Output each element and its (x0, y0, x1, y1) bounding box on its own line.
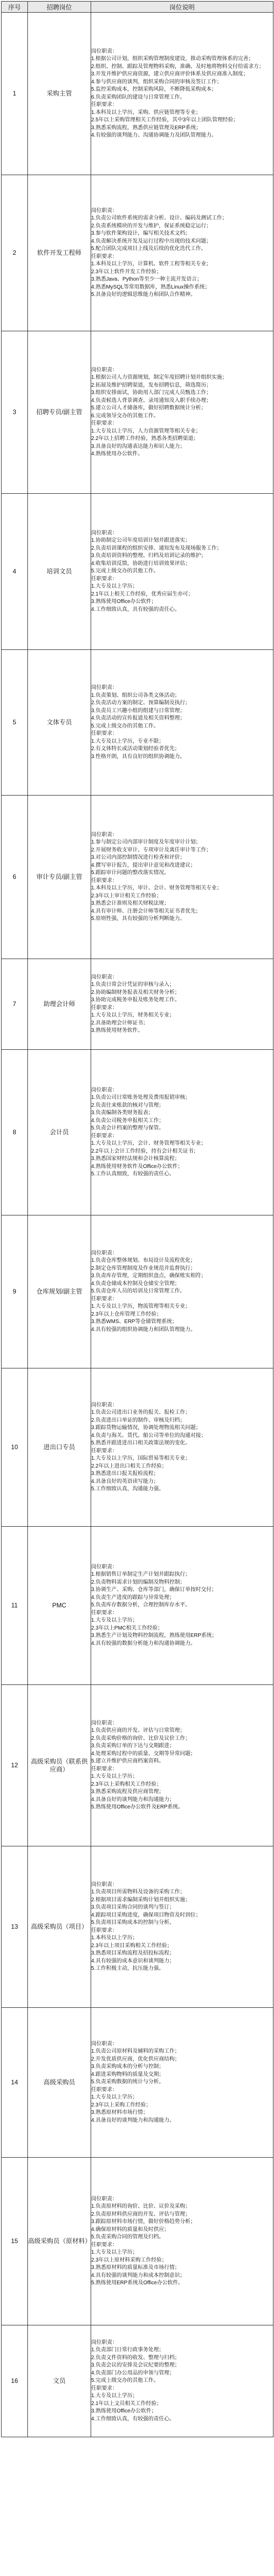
row-number: 12 (2, 1685, 28, 1846)
description-line: 3.熟悉采购流程及供应商管理； (91, 1789, 164, 1795)
row-number: 16 (2, 2325, 28, 2437)
position-description (91, 2008, 273, 2158)
description-line: 1.大专及以上学历； (91, 2094, 138, 2101)
description-line: 1.大专及以上学历，财务相关专业； (91, 1012, 175, 1018)
description-line: 3.性格开朗，具有良好的组织协调能力。 (91, 753, 185, 760)
description-line: 4.跟踪项目采购进度，确保项目物资及时到位； (91, 1912, 201, 1918)
description-line: 2.负责进出口单证的制作、审核及归档； (91, 1417, 185, 1423)
description-line: 岗位职责： (91, 2339, 118, 2345)
description-line: 2.1年以上文员相关工作经验； (91, 2400, 162, 2407)
description-line: 任职要求： (91, 1004, 118, 1011)
description-line: 3.熟悉采购流程，熟悉供应链管理及ERP系统； (91, 125, 201, 131)
description-line: 4.负责仓储成本控制及仓储安全管理； (91, 1280, 180, 1287)
description-line: 1.负责公司软件系统的需求分析、设计、编码及测试工作； (91, 215, 228, 221)
position-name: 高级采购员 (28, 2008, 91, 2158)
description-line: 3.协调生产、采购、仓库等部门，确保订单按时交付； (91, 1587, 217, 1593)
description-line: 2.5年以上采购管理相关工作经验，其中3年以上团队管理经验； (91, 117, 239, 123)
description-line: 4.具有较强的数据分析能力和沟通协调能力。 (91, 1640, 196, 1646)
description-line: 2.组织、控制、跟踪及管理物料采购，准确、及时地将物料交付给需求方； (91, 63, 265, 70)
table-row (2, 13, 273, 175)
description-line: 岗位职责： (91, 367, 118, 373)
position-name: 高级采购员（项目） (28, 1846, 91, 2008)
description-line: 1.负责仓库整体规划、布局设计及流程优化； (91, 1258, 196, 1264)
description-line: 4.具有审计师、注册会计师等相关证书者优先； (91, 908, 201, 914)
description-line: 4.具有较强的成本意识和谈判能力； (91, 1958, 175, 1964)
row-number: 10 (2, 1368, 28, 1527)
header-position: 招聘岗位 (28, 2, 91, 13)
description-line: 1.大专及以上学历； (91, 1774, 138, 1779)
description-line: 4.负责与海关、货代、船公司等单位的沟通对接； (91, 1432, 207, 1439)
description-line: 1.负责原材料的询价、比价、议价及采购； (91, 2204, 191, 2209)
description-line: 4.负责部门办公用品的申领与管理； (91, 2370, 175, 2376)
description-line: 5.负责库存数据分析，合理控制库存水平。 (91, 1602, 191, 1608)
table-row (2, 494, 273, 650)
description-line: 4.负责公司税务申报相关工作； (91, 1117, 164, 1124)
description-line: 3.熟悉原材料的质量标准及市场行情； (91, 2265, 180, 2271)
description-line: 任职要求： (91, 253, 118, 260)
position-description (91, 1846, 273, 2008)
description-line: 2.开发优质供应商，优化供应商结构； (91, 2056, 180, 2062)
description-line: 3.熟练使用财务软件。 (91, 1028, 143, 1033)
description-line: 1.负责部门日常行政事务处理； (91, 2347, 164, 2353)
position-description (91, 2325, 273, 2437)
description-line: 5.工作细致认真，沟通能力强。 (91, 1486, 164, 1492)
position-name: 仓库规划/副主管 (28, 1215, 91, 1368)
table-row (2, 2325, 273, 2437)
description-line: 2.2年以上会计工作经验，持有会计相关证书； (91, 1148, 199, 1154)
description-line: 2.负责培训课程的组织安排、通知发布及现场服务工作； (91, 545, 222, 551)
description-line: 1.负责策划、组织公司各类文体活动； (91, 692, 180, 698)
description-line: 任职要求： (91, 877, 118, 884)
description-line: 3.熟悉原材料市场行情； (91, 2110, 149, 2116)
description-line: 6.负责采购团队的建设与日常管理工作。 (91, 94, 185, 100)
description-line: 6.完成领导交办的其他工作。 (91, 413, 159, 419)
description-line: 2.根据项目需求编制采购计划并组织实施； (91, 1897, 191, 1903)
row-number: 4 (2, 494, 28, 650)
position-description (91, 331, 273, 494)
description-line: 岗位职责： (91, 1881, 118, 1888)
description-line: 3.参与软件架构设计，编写相关技术文档； (91, 231, 191, 236)
description-line: 5.工作认真细致，有较强的责任心。 (91, 1171, 175, 1177)
position-name: 高级采购员（联系供应商） (28, 1685, 91, 1846)
description-line: 4.处理采购过程中的质量、交期等异常问题； (91, 1750, 196, 1757)
description-line: 5.负责会计档案的整理与保管。 (91, 1125, 164, 1131)
table-row (2, 1215, 273, 1368)
description-line: 任职要求： (91, 1610, 118, 1616)
description-line: 3.熟悉进出口报关报检流程； (91, 1471, 159, 1477)
position-name: 高级采购员（原材料） (28, 2158, 91, 2325)
description-line: 2.2年以上进出口相关工作经验； (91, 1463, 167, 1469)
position-name: 审计专员/副主管 (28, 796, 91, 959)
description-line: 4.参与供应商的谈判，组织采购合同的审核及签订工作； (91, 79, 222, 85)
position-description (91, 1050, 273, 1215)
description-line: 2.3年以上软件开发工作经验； (91, 269, 162, 275)
description-line: 岗位职责： (91, 1564, 118, 1570)
description-line: 岗位职责： (91, 1250, 118, 1256)
description-line: 3.负责编制各类财务报表； (91, 1110, 154, 1116)
description-line: 任职要求： (91, 102, 118, 108)
description-line: 2.3年以上审计相关工作经验； (91, 893, 162, 899)
description-line: 3.负责库存管理，定期组织盘点，确保账实相符； (91, 1273, 207, 1279)
position-name: 采购主管 (28, 13, 91, 175)
description-line: 1.大专及以上学历； (91, 583, 138, 590)
description-line: 1.大专及以上学历，专业不限； (91, 738, 164, 744)
description-line: 4.具备良好的谈判能力和沟通能力； (91, 1796, 175, 1803)
description-line: 岗位职责： (91, 1087, 118, 1093)
position-description (91, 13, 273, 175)
description-line: 2.3年以上采购相关工作经验； (91, 1781, 162, 1787)
description-line: 2.负责活动方案的制定、预算编制及执行； (91, 700, 191, 706)
table-row (2, 1846, 273, 2008)
table-row (2, 1527, 273, 1685)
description-line: 2.开展财务收支审计、专项审计及离任审计等工作； (91, 847, 212, 853)
row-number: 1 (2, 13, 28, 175)
description-line: 1.负责项目所需物料及设备的采购工作； (91, 1889, 185, 1895)
description-line: 3.熟悉生产计划及物料控制流程，熟练使用ERP系统； (91, 1633, 217, 1639)
description-line: 岗位职责： (91, 530, 118, 536)
description-line: 1.负责供应商的开发、评估与日常管理； (91, 1728, 185, 1734)
description-line: 5.熟练使用ERP系统及Office办公软件。 (91, 2280, 183, 2286)
description-line: 2.负责原材料供应商的开发、评估与管理； (91, 2211, 191, 2217)
description-line: 任职要求： (91, 731, 118, 736)
description-line: 4.有较强的谈判能力、沟通协调能力及团队管理能力。 (91, 132, 217, 138)
description-line: 5.负责采购合同的管理及归档。 (91, 2234, 164, 2240)
description-line: 3.对公司内部控制情况进行检查和评价； (91, 855, 185, 860)
position-description (91, 650, 273, 796)
description-line: 3.熟悉国家财经法规和会计核算流程； (91, 1156, 180, 1162)
row-number: 7 (2, 959, 28, 1050)
description-line: 任职要求： (91, 2242, 118, 2248)
description-line: 3.熟练使用Office办公软件； (91, 2408, 157, 2415)
description-line: 任职要求： (91, 576, 118, 582)
position-name: 招聘专员/副主管 (28, 331, 91, 494)
description-line: 2.3年以上项目采购相关工作经验； (91, 1942, 172, 1949)
description-line: 5.配合团队完成项目上线及后续的优化迭代工作。 (91, 246, 207, 252)
description-line: 1.本科及以上学历； (91, 1935, 138, 1941)
description-line: 4.具备良好的英语读写能力； (91, 1478, 159, 1485)
description-line: 1.根据销售订单制定生产计划并跟踪执行； (91, 1572, 191, 1578)
description-line: 4.跟进采购物料的质量及交期； (91, 2071, 164, 2077)
description-line: 2.负责往来账款的核对与管理； (91, 1102, 164, 1108)
position-name: PMC (28, 1527, 91, 1685)
description-line: 3.负责项目采购合同的谈判与签订； (91, 1904, 175, 1910)
job-table (1, 1, 273, 2437)
description-line: 1.根据公司计划，组织采购管理制度建设，推动采购管理体系的完善； (91, 56, 254, 62)
position-description (91, 796, 273, 959)
description-line: 5.建立并维护供应商档案资料。 (91, 1758, 164, 1764)
description-line: 5.具备良好的逻辑思维能力和团队合作精神。 (91, 292, 196, 298)
description-line: 任职要求： (91, 1927, 118, 1933)
description-line: 3.协助完成税务申报及账务处理工作。 (91, 997, 180, 1003)
row-number: 9 (2, 1215, 28, 1368)
position-description (91, 1215, 273, 1368)
description-line: 任职要求： (91, 2086, 118, 2093)
row-number: 3 (2, 331, 28, 494)
table-row (2, 2008, 273, 2158)
table-row (2, 331, 273, 494)
description-line: 3.负责员工兴趣小组的组建与日常管理； (91, 707, 185, 714)
position-name: 文体专员 (28, 650, 91, 796)
description-line: 5.熟练使用Office办公软件及ERP系统。 (91, 1804, 183, 1810)
description-line: 4.具有较强的组织协调能力和团队管理能力。 (91, 1326, 196, 1333)
description-line: 岗位职责： (91, 2041, 118, 2047)
description-line: 岗位职责： (91, 2196, 118, 2202)
row-number: 8 (2, 1050, 28, 1215)
position-description (91, 1368, 273, 1527)
description-line: 任职要求： (91, 2385, 118, 2391)
description-line: 1.负责公司原材料及辅料的采购工作； (91, 2048, 180, 2055)
row-number: 13 (2, 1846, 28, 2008)
table-row (2, 796, 273, 959)
description-line: 5.完成上级交办的其他工作。 (91, 2378, 159, 2384)
description-line: 5.完成上级交办的其他工作。 (91, 568, 159, 574)
description-line: 2.2年以上招聘工作经验，熟悉各类招聘渠道； (91, 436, 199, 442)
position-name: 会计员 (28, 1050, 91, 1215)
description-line: 3.具备良好的沟通表达能力和识人能力； (91, 443, 185, 449)
position-description (91, 1527, 273, 1685)
header-description: 岗位说明 (91, 2, 273, 13)
header-number: 序号 (2, 2, 28, 13)
position-description (91, 2158, 273, 2325)
description-line: 岗位职责： (91, 48, 118, 54)
description-line: 1.根据公司人力资源规划，制定年度招聘计划并组织实施； (91, 375, 228, 380)
table-row (2, 2158, 273, 2325)
description-line: 1.本科及以上学历，计算机、软件工程等相关专业； (91, 261, 212, 267)
row-number: 14 (2, 2008, 28, 2158)
description-line: 4.确保原材料的质量和及时供应； (91, 2226, 170, 2233)
position-description (91, 1685, 273, 1846)
description-line: 岗位职责： (91, 831, 118, 838)
description-line: 1.大专及以上学历，国际贸易等相关专业； (91, 1455, 191, 1461)
description-line: 2.3年以上PMC相关工作经验； (91, 1625, 163, 1631)
description-line: 4.收集培训反馈，协助进行培训效果评估； (91, 560, 191, 567)
description-line: 5.原则性强，具有较强的分析判断能力。 (91, 916, 185, 922)
description-line: 2.制定仓库管理制度及作业规范并监督执行； (91, 1265, 196, 1271)
description-line: 3.熟悉项目采购流程及招投标流程； (91, 1950, 175, 1956)
description-line: 任职要求： (91, 1296, 118, 1302)
row-number: 5 (2, 650, 28, 796)
description-line: 2.负责文件资料的收发、整理与归档； (91, 2354, 180, 2361)
description-line: 4.熟练使用办公软件。 (91, 451, 143, 457)
description-line: 4.工作细致认真，具有较强的责任心。 (91, 606, 180, 612)
position-description (91, 959, 273, 1050)
description-line: 1.本科及以上学历，审计、会计、财务管理等相关专业； (91, 885, 222, 891)
table-header-row (2, 2, 273, 13)
description-line: 5.建立公司人才储备库，做好招聘数据统计分析； (91, 405, 207, 411)
description-line: 3.负责培训资料的整理、归档及培训记录的维护； (91, 553, 207, 559)
position-description (91, 494, 273, 650)
description-line: 4.熟悉MySQL等常用数据库，熟悉Linux操作系统； (91, 284, 210, 290)
description-line: 岗位职责： (91, 685, 118, 691)
description-line: 1.大专及以上学历，会计、财务管理等相关专业； (91, 1141, 207, 1146)
table-row (2, 175, 273, 331)
description-line: 5.熟悉并跟进进出口相关政策法规的变化。 (91, 1440, 191, 1446)
description-line: 2.负责物料需求计划的编制及物料控制； (91, 1579, 185, 1585)
description-line: 1.大专及以上学历，物流管理等相关专业； (91, 1304, 191, 1310)
description-line: 3.负责采购订单的下达与交期跟进； (91, 1743, 175, 1749)
description-line: 1.参与制定公司内部审计制度及年度审计计划； (91, 839, 201, 845)
description-line: 4.具有较强的谈判能力和成本控制意识； (91, 2272, 185, 2278)
table-row (2, 959, 273, 1050)
description-line: 2.3年以上原材料采购工作经验； (91, 2257, 167, 2263)
position-name: 助理会计师 (28, 959, 91, 1050)
description-line: 3.跟踪货物运输情况，协调处理物流相关问题； (91, 1425, 201, 1431)
description-line: 2.协助编制财务报表及相关财务分析； (91, 989, 180, 995)
description-line: 岗位职责： (91, 207, 118, 214)
description-line: 4.负责活动的宣传报道及相关资料整理； (91, 715, 185, 721)
description-line: 3.熟练使用Office办公软件； (91, 599, 157, 605)
description-line: 4.负责解决系统开发及运行过程中出现的技术问题； (91, 238, 212, 244)
description-line: 岗位职责： (91, 1720, 118, 1726)
description-line: 3.熟悉WMS、ERP等仓储管理系统； (91, 1319, 178, 1325)
description-line: 1.负责公司日常账务处理及费用报销审核； (91, 1095, 191, 1100)
row-number: 2 (2, 175, 28, 331)
description-line: 5.负责项目采购成本的控制与分析。 (91, 1920, 175, 1926)
description-line: 5.工作积极主动，抗压能力强。 (91, 1966, 164, 1971)
table-row (2, 1368, 273, 1527)
description-line: 4.熟练使用财务软件及Office办公软件； (91, 1163, 183, 1170)
description-line: 5.监控采购成本，控制采购风险，不断降低采购成本； (91, 87, 217, 92)
table-row (2, 1050, 273, 1215)
description-line: 3.熟悉Java、Python等至少一种主流开发语言； (91, 276, 202, 282)
description-line: 1.负责日常会计凭证的审核与录入； (91, 982, 175, 988)
description-line: 2.负责系统模块的开发与维护，保证系统稳定运行； (91, 223, 212, 229)
position-name: 培训文员 (28, 494, 91, 650)
position-name: 文员 (28, 2325, 91, 2437)
row-number: 11 (2, 1527, 28, 1685)
description-line: 1.大专及以上学历； (91, 2393, 138, 2399)
position-name: 软件开发工程师 (28, 175, 91, 331)
description-line: 任职要求： (91, 1133, 118, 1139)
row-number: 15 (2, 2158, 28, 2325)
description-line: 2.有文体特长或活动策划经验者优先； (91, 746, 180, 752)
description-line: 4.具备良好的谈判能力和沟通能力。 (91, 2117, 175, 2123)
row-number: 6 (2, 796, 28, 959)
description-line: 3.开发并维护供应商资源，建立供应商评价体系及供应商准入制度； (91, 71, 249, 77)
description-line: 3.跟踪原材料市场行情，做好价格趋势分析； (91, 2219, 196, 2225)
description-line: 2.拓展及维护招聘渠道，发布招聘信息，筛选简历； (91, 382, 212, 388)
table-row (2, 650, 273, 796)
description-line: 3.负责会议的安排及会议纪要的整理； (91, 2362, 180, 2369)
description-line: 4.负责候选人背景调查、录用通知及入职手续办理； (91, 397, 212, 404)
description-line: 3.组织安排面试，协助用人部门完成人员甄选工作； (91, 390, 212, 396)
description-line: 4.工作细致认真，有较强的责任心。 (91, 2416, 175, 2422)
description-line: 1.大专及以上学历； (91, 1617, 138, 1624)
description-line: 1.本科及以上学历，采购、供应链管理等专业； (91, 109, 201, 116)
description-line: 任职要求： (91, 1448, 118, 1454)
description-line: 2.1年以上相关工作经验，优秀应届生亦可； (91, 591, 193, 597)
description-line: 2.3年以上仓库管理工作经验； (91, 1311, 162, 1317)
description-line: 2.具备助理会计师证书； (91, 1020, 149, 1026)
position-name: 进出口专员 (28, 1368, 91, 1527)
description-line: 4.撰写审计报告，提出审计意见和改进建议； (91, 862, 196, 868)
description-line: 5.负责采购数据的统计与分析。 (91, 2079, 164, 2085)
description-line: 2.3年以上采购工作经验； (91, 2102, 151, 2108)
description-line: 任职要求： (91, 1766, 118, 1772)
description-line: 5.跟踪审计问题的整改落实情况。 (91, 870, 170, 876)
description-line: 任职要求： (91, 420, 118, 426)
description-line: 1.协助制定公司年度培训计划并跟进落实； (91, 538, 191, 544)
description-line: 1.大专及以上学历，人力资源管理等相关专业； (91, 428, 201, 434)
description-line: 2.负责采购价格的询价、比价及议价工作； (91, 1735, 191, 1741)
description-line: 4.负责生产进度的跟踪与异常处理； (91, 1594, 175, 1601)
description-line: 5.负责仓库人员的培训及日常管理工作。 (91, 1288, 185, 1295)
table-row (2, 1685, 273, 1846)
description-line: 1.负责公司进出口业务的报关、报检工作； (91, 1410, 191, 1415)
description-line: 岗位职责： (91, 974, 118, 980)
description-line: 5.完成上级交办的其他工作。 (91, 723, 159, 729)
position-description (91, 175, 273, 331)
description-line: 3.熟悉会计准则及相关财税法规； (91, 901, 170, 906)
description-line: 1.大专及以上学历； (91, 2249, 138, 2255)
description-line: 岗位职责： (91, 1402, 118, 1408)
description-line: 3.负责采购成本的分析与控制； (91, 2064, 164, 2070)
